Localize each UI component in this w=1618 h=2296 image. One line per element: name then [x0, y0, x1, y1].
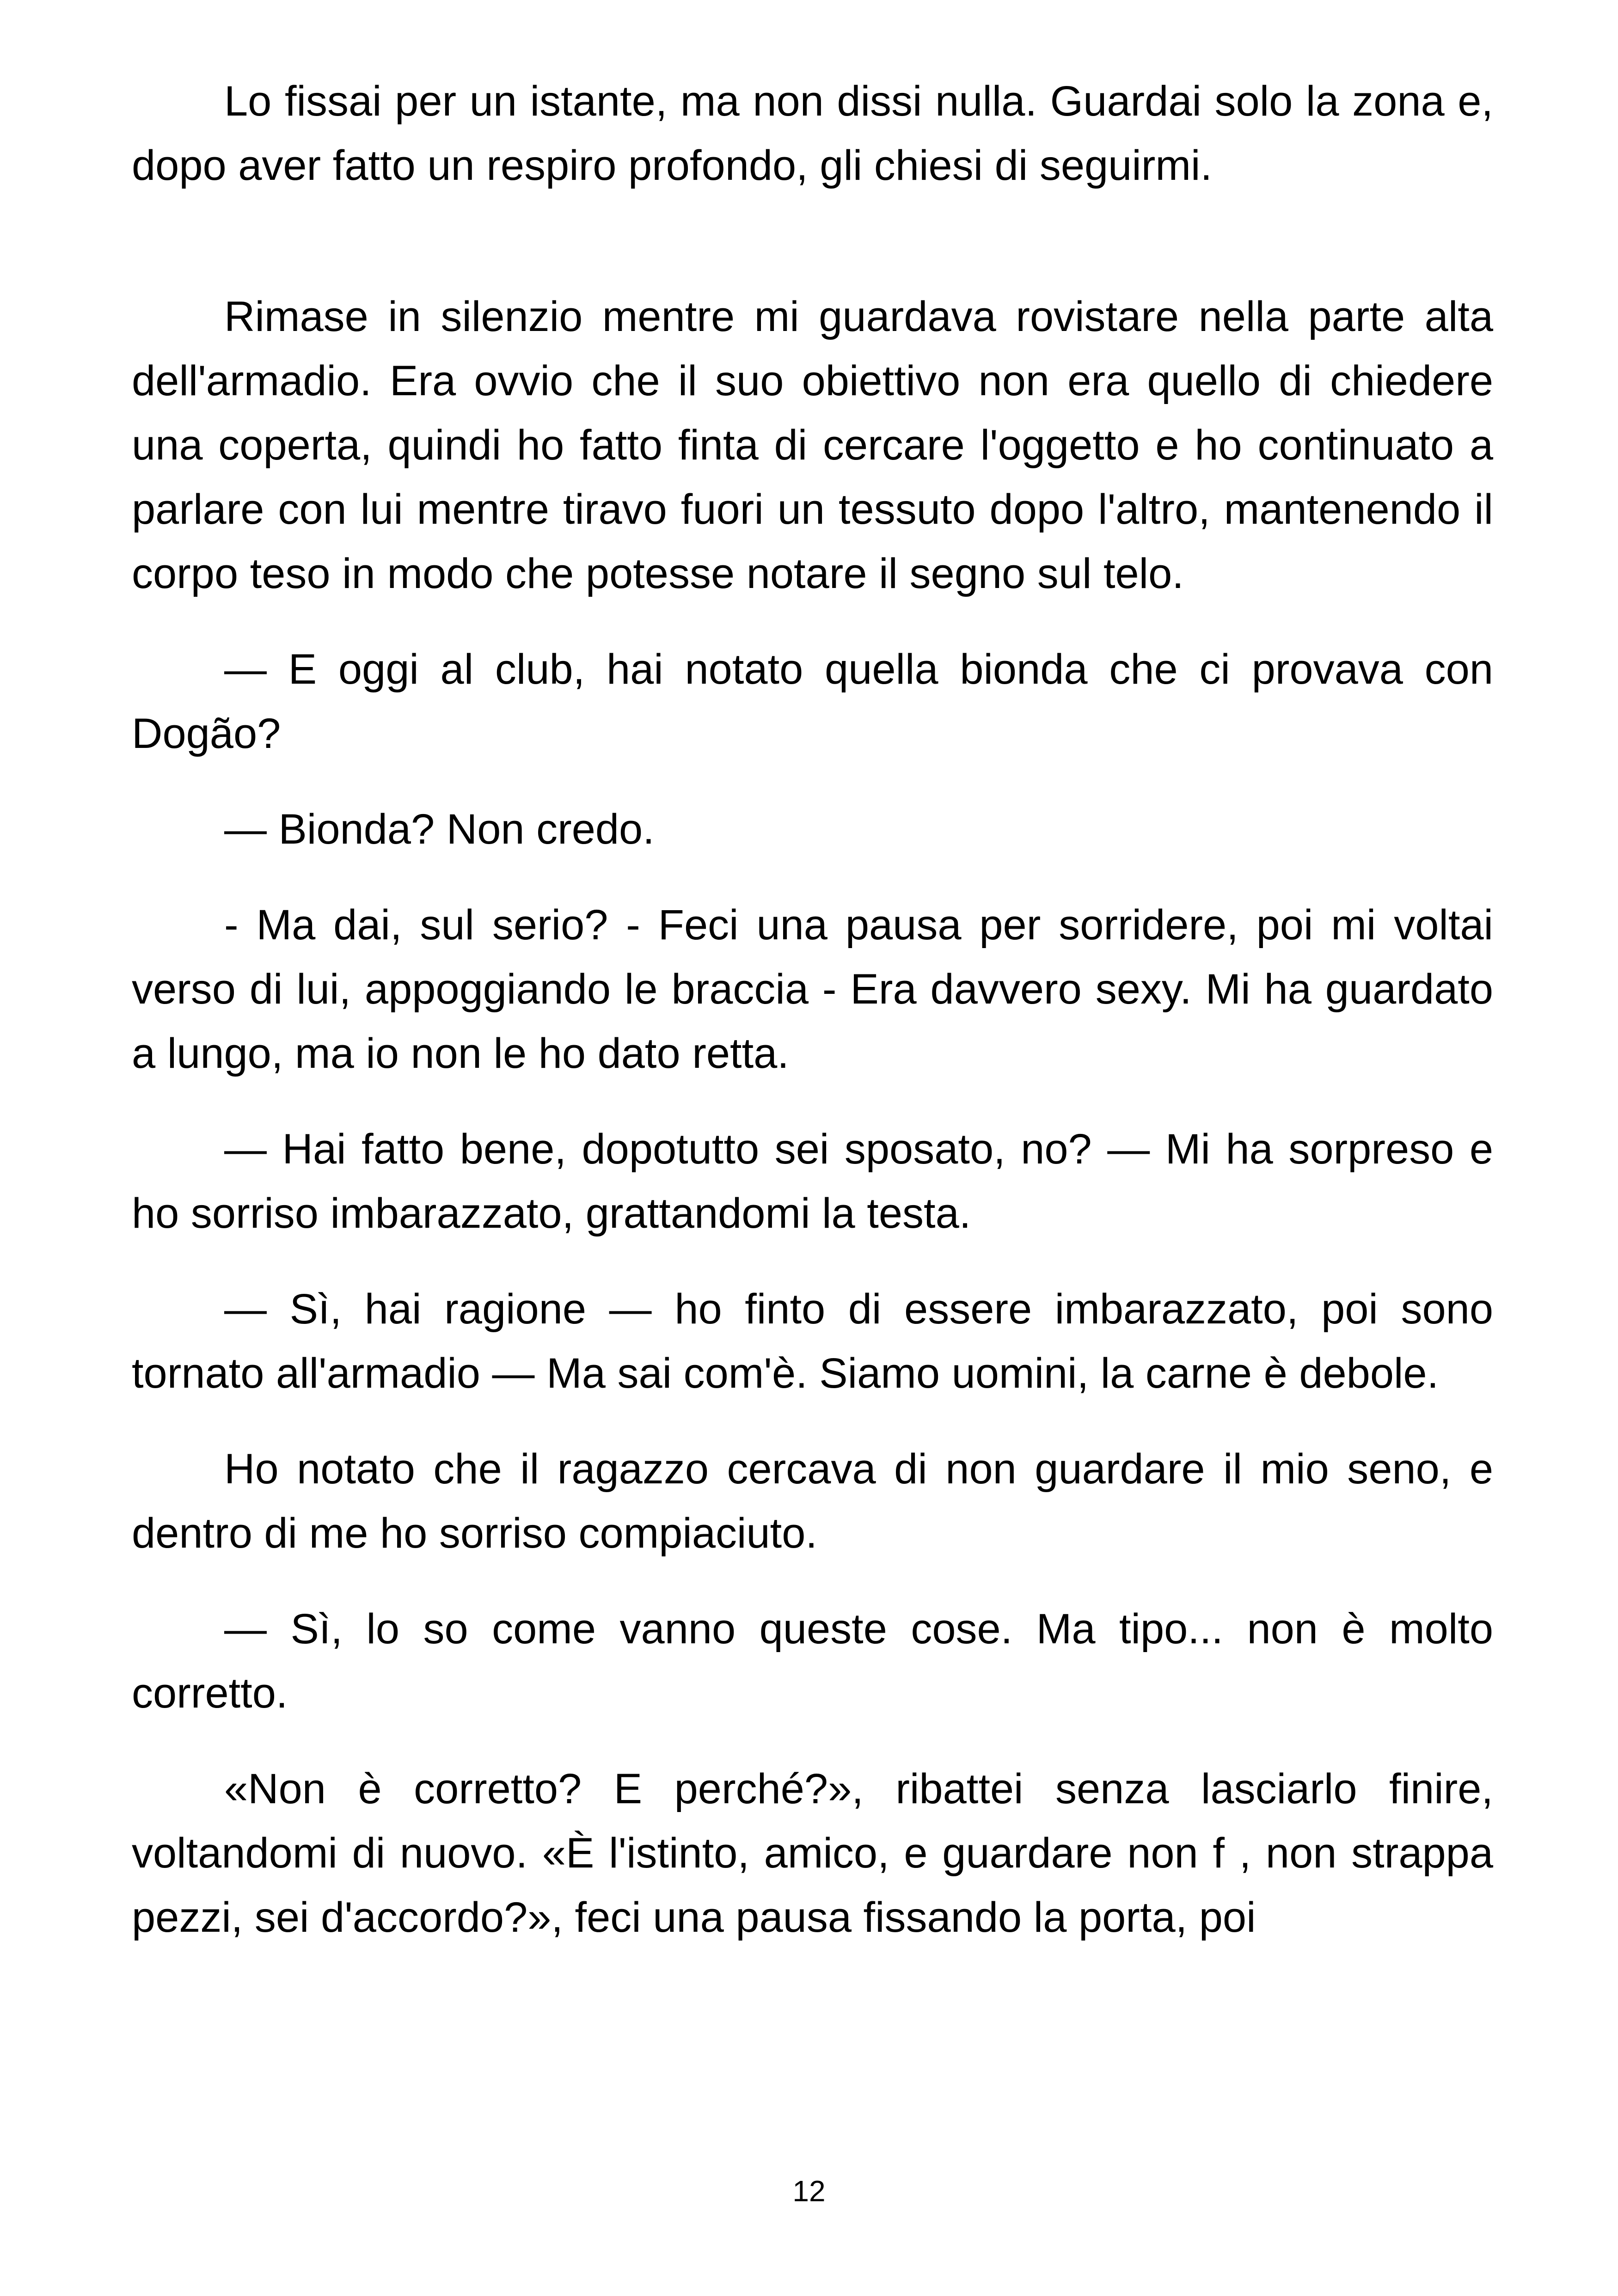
- paragraph: — E oggi al club, hai notato quella bionda che ci provava con Dogão?: [132, 646, 1493, 757]
- body-text: [132, 69, 1493, 1950]
- paragraph: — Hai fatto bene, dopotutto sei sposato, no? — Mi ha sorpreso e ho sorriso imbarazzato, grattandomi la testa.: [132, 1126, 1493, 1237]
- paragraph: — Sì, lo so come vanno queste cose. Ma tipo... non è molto corretto.: [132, 1605, 1493, 1717]
- paragraph: - Ma dai, sul serio? - Feci una pausa per sorridere, poi mi voltai verso di lui, appoggiando le braccia - Era davvero sexy. Mi ha guardato a lungo, ma io non le ho dato retta.: [132, 901, 1493, 1077]
- paragraph: Lo fissai per un istante, ma non dissi nulla. Guardai solo la zona e, dopo aver fatto un respiro profondo, gli chiesi di seguirmi.: [132, 78, 1493, 189]
- paragraph: Ho notato che il ragazzo cercava di non guardare il mio seno, e dentro di me ho sorriso compiaciuto.: [132, 1445, 1493, 1557]
- paragraph: — Bionda? Non credo.: [224, 806, 655, 853]
- paragraph: «Non è corretto? E perché?», ribattei senza lasciarlo finire, voltandomi di nuovo. «È l'istinto, amico, e guardare non f , non strappa pezzi, sei d'accordo?», feci una pausa fissando la porta, poi: [132, 1765, 1493, 1941]
- page-number: 12: [792, 2174, 826, 2208]
- paragraph: — Sì, hai ragione — ho finto di essere imbarazzato, poi sono tornato all'armadio — Ma sai com'è. Siamo uomini, la carne è debole.: [132, 1286, 1493, 1397]
- paragraph: Rimase in silenzio mentre mi guardava rovistare nella parte alta dell'armadio. Era ovvio che il suo obiettivo non era quello di chiedere una coperta, quindi ho fatto finta di cercare l'oggetto e ho continuato a parlare con lui mentre tiravo fuori un tessuto dopo l'altro, mantenendo il corpo teso in modo che potesse notare il segno sul telo.: [132, 293, 1493, 597]
